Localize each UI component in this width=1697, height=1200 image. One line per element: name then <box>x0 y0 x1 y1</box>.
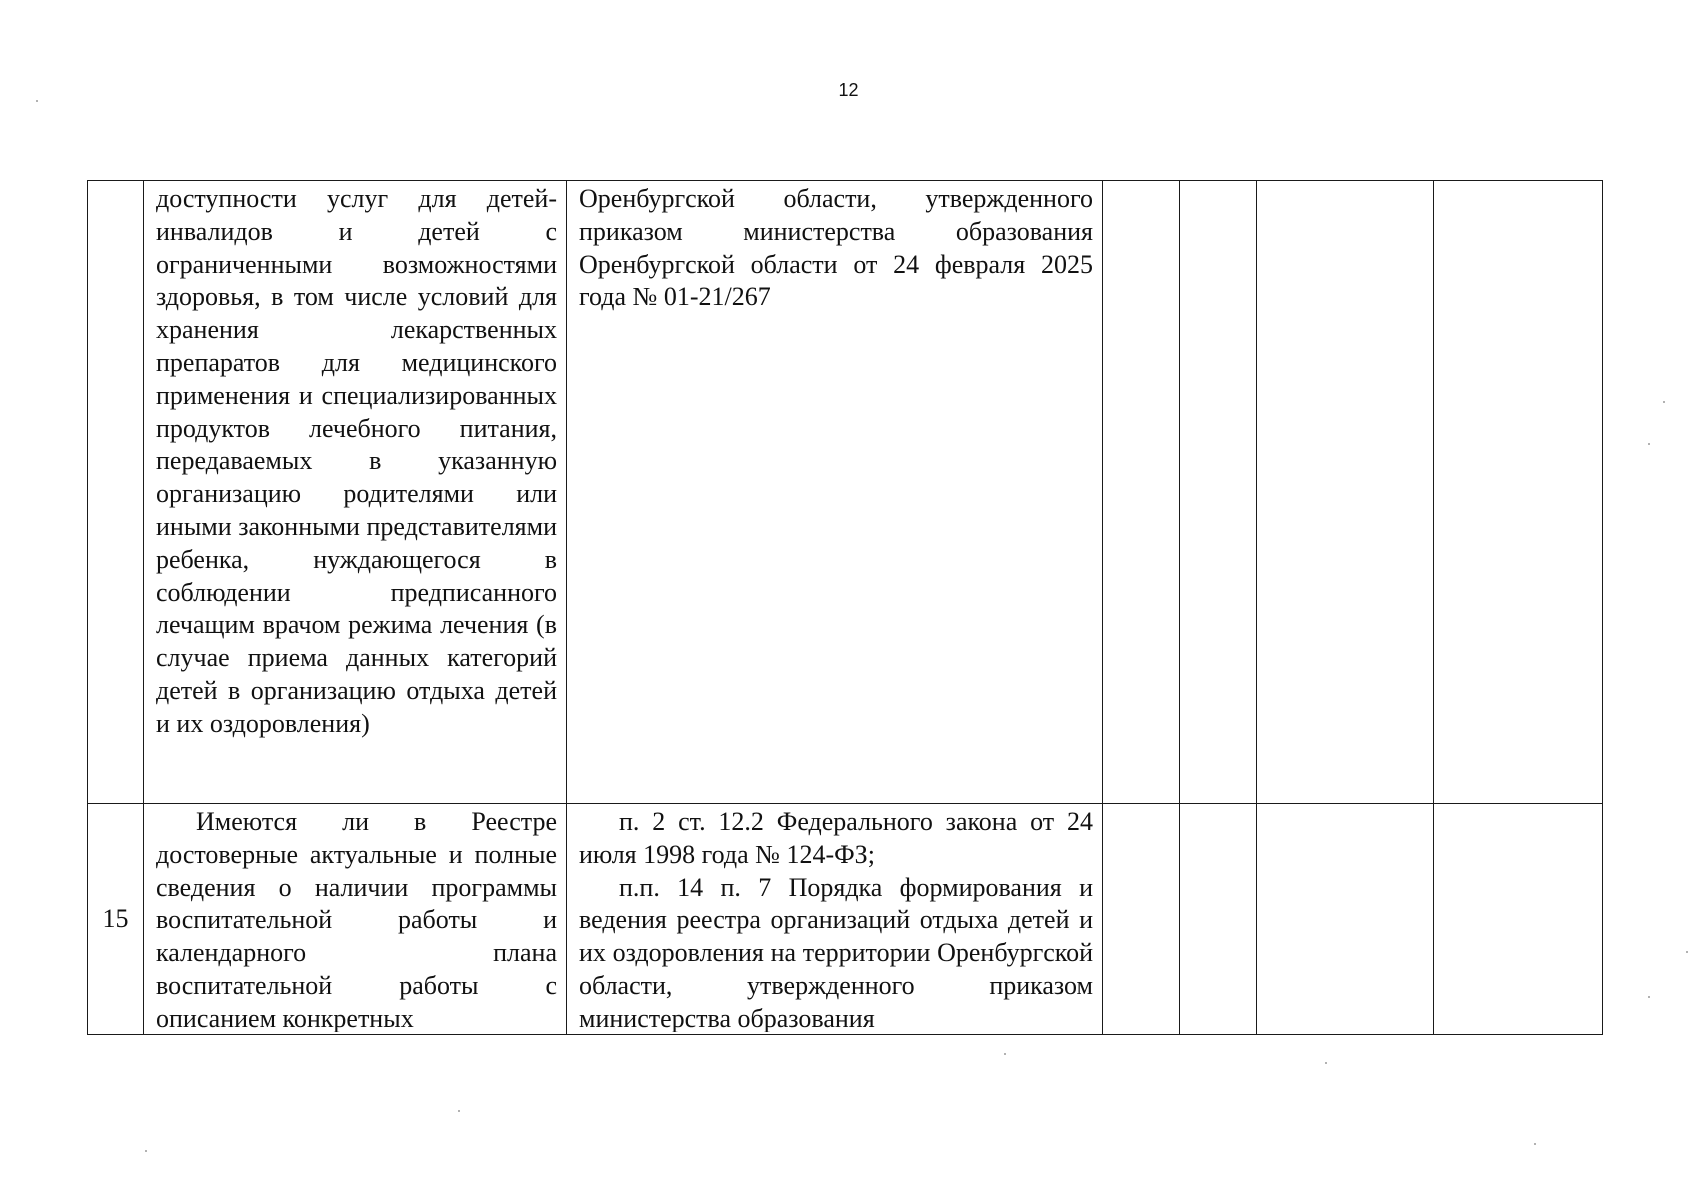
legal-basis-cell <box>567 804 1103 1035</box>
legal-basis-text: п.п. 14 п. 7 Порядка формирования и ведения реестра организаций отдыха детей и их оздоровления на территории Оренбургской области, утвержденного приказом министерства образования <box>579 872 1093 1032</box>
page-number: 12 <box>838 80 859 100</box>
row-number-cell: 15 <box>88 804 144 1035</box>
answer-cell-4 <box>1434 804 1603 1035</box>
legal-basis-text: п. 2 ст. 12.2 Федерального закона от 24 июля 1998 года № 124-ФЗ; <box>579 807 1093 869</box>
question-cell <box>144 804 567 1035</box>
checklist-table <box>87 180 1603 1035</box>
question-text: доступности услуг для детей-инвалидов и детей с ограниченными возможностями здоровья, в том числе условий для хранения лекарственных препаратов для медицинского применения и специализированных продуктов лечебного питания, передаваемых в указанную организацию родителями или иными законными представителями ребенка, нуждающегося в соблюдении предписанного лечащим врачом режима лечения (в случае приема данных категорий детей в организацию отдыха детей и их оздоровления) <box>156 184 557 738</box>
legal-basis-text: Оренбургской области, утвержденного приказом министерства образования Оренбургской области от 24 февраля 2025 года № 01-21/267 <box>579 184 1093 312</box>
answer-cell-1 <box>1103 804 1180 1035</box>
table-row <box>88 181 1603 804</box>
answer-cell-3 <box>1257 181 1434 804</box>
legal-basis-cell <box>567 181 1103 804</box>
table-row <box>88 804 1603 1035</box>
answer-cell-2 <box>1180 804 1257 1035</box>
answer-cell-3 <box>1257 804 1434 1035</box>
question-text: Имеются ли в Реестре достоверные актуальные и полные сведения о наличии программы воспитательной работы и календарного плана воспитательной работы с описанием конкретных <box>156 807 557 1032</box>
question-cell <box>144 181 567 804</box>
answer-cell-4 <box>1434 181 1603 804</box>
row-number-cell <box>88 181 144 804</box>
answer-cell-1 <box>1103 181 1180 804</box>
answer-cell-2 <box>1180 181 1257 804</box>
